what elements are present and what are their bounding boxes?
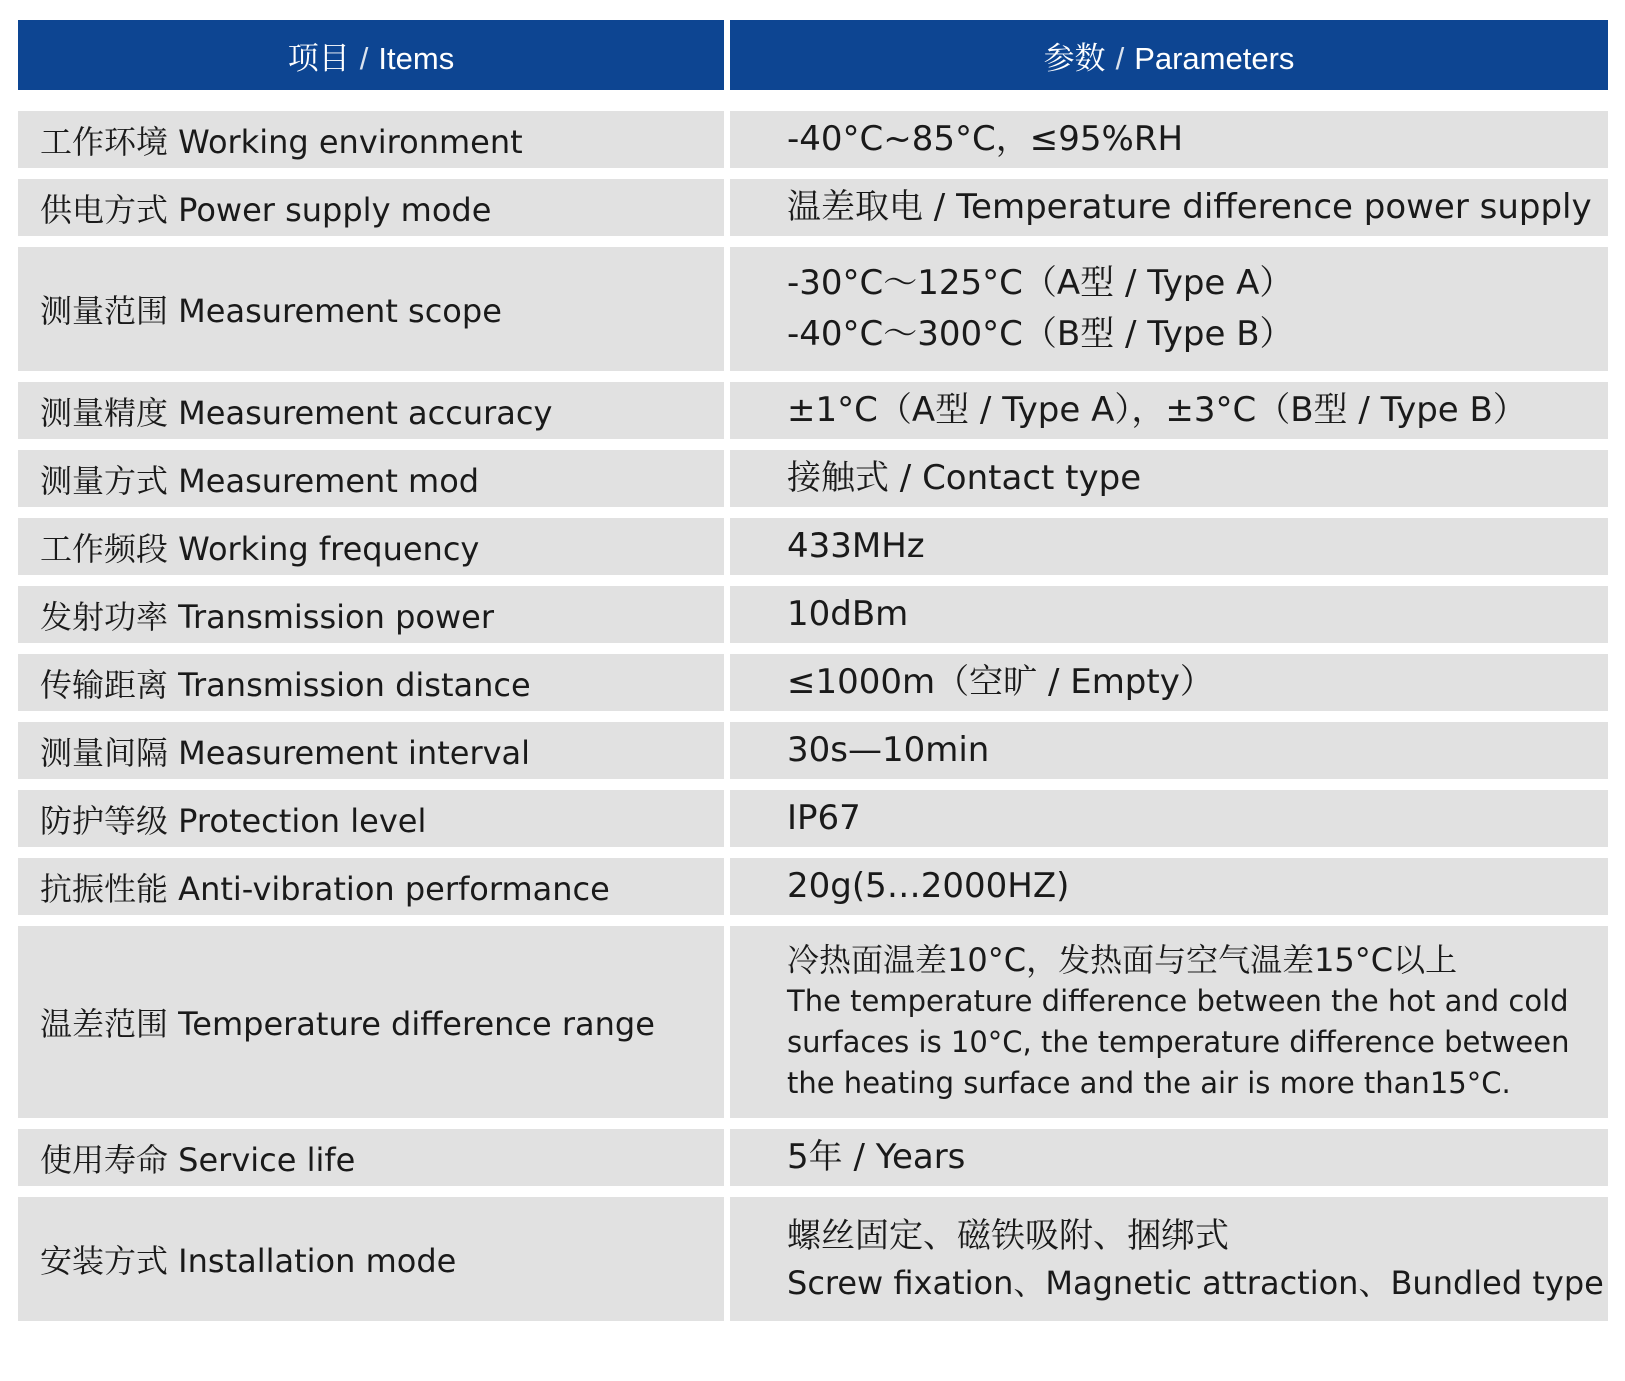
item-cell — [18, 926, 724, 1118]
item-label: 使用寿命 Service life — [40, 1140, 356, 1179]
header-parameters — [730, 20, 1608, 90]
table-row — [18, 790, 1608, 847]
item-cell — [18, 722, 724, 779]
table-row — [18, 926, 1608, 1118]
item-label: 安装方式 Installation mode — [40, 1242, 457, 1280]
value-line: The temperature difference between the hot and cold — [787, 984, 1569, 1018]
value-cell — [730, 1129, 1608, 1186]
header-items-zh: 项目 — [287, 40, 350, 76]
item-cell — [18, 1197, 724, 1321]
value-line: Screw fixation、Magnetic attraction、Bundled type — [787, 1264, 1604, 1302]
value-line: 10dBm — [787, 594, 909, 634]
value-line: 433MHz — [787, 526, 925, 566]
table-row — [18, 654, 1608, 711]
item-cell — [18, 179, 724, 236]
item-label: 测量间隔 Measurement interval — [40, 733, 531, 772]
value-line: 温差取电 / Temperature difference power supply — [787, 187, 1592, 227]
table-row — [18, 247, 1608, 371]
table-row — [18, 1129, 1608, 1186]
item-label: 工作环境 Working environment — [40, 122, 523, 161]
value-line: ≤1000m（空旷 / Empty） — [787, 662, 1214, 702]
value-line: -30°C～125°C（A型 / Type A） — [787, 263, 1294, 303]
value-cell — [730, 790, 1608, 847]
header-params-separator: / — [1115, 40, 1125, 76]
value-cell — [730, 450, 1608, 507]
item-cell — [18, 586, 724, 643]
table-row — [18, 179, 1608, 236]
table-row — [18, 722, 1608, 779]
header-items — [18, 20, 724, 90]
value-line: -40°C～300°C（B型 / Type B） — [787, 314, 1294, 354]
table-row — [18, 586, 1608, 643]
item-cell — [18, 858, 724, 915]
item-label: 供电方式 Power supply mode — [40, 190, 492, 229]
header-items-en: Items — [378, 40, 455, 76]
item-cell — [18, 1129, 724, 1186]
value-cell — [730, 518, 1608, 575]
value-cell — [730, 926, 1608, 1118]
value-line: -40°C~85°C，≤95%RH — [787, 119, 1184, 159]
item-label: 测量精度 Measurement accuracy — [40, 393, 553, 432]
value-cell — [730, 111, 1608, 168]
value-cell — [730, 247, 1608, 371]
table-row — [18, 858, 1608, 915]
header-params-zh: 参数 — [1043, 40, 1106, 76]
value-line: the heating surface and the air is more than15°C. — [787, 1066, 1511, 1100]
table-header — [18, 20, 1608, 90]
value-cell — [730, 382, 1608, 439]
item-label: 抗振性能 Anti-vibration performance — [40, 869, 610, 908]
item-cell — [18, 654, 724, 711]
item-label: 测量范围 Measurement scope — [40, 292, 502, 330]
item-cell — [18, 518, 724, 575]
item-label: 测量方式 Measurement mod — [40, 461, 480, 500]
item-cell — [18, 382, 724, 439]
value-cell — [730, 858, 1608, 915]
item-cell — [18, 450, 724, 507]
table-row — [18, 111, 1608, 168]
value-line: IP67 — [787, 798, 861, 838]
value-line: 20g(5…2000HZ) — [787, 866, 1070, 906]
value-cell — [730, 179, 1608, 236]
item-label: 防护等级 Protection level — [40, 801, 427, 840]
value-cell — [730, 1197, 1608, 1321]
value-line: 5年 / Years — [787, 1137, 966, 1177]
item-cell — [18, 790, 724, 847]
table-row — [18, 382, 1608, 439]
item-cell — [18, 247, 724, 371]
table-row — [18, 518, 1608, 575]
value-line: 冷热面温差10°C，发热面与空气温差15°C以上 — [787, 941, 1458, 979]
item-label: 工作频段 Working frequency — [40, 529, 480, 568]
value-cell — [730, 586, 1608, 643]
value-cell — [730, 722, 1608, 779]
value-line: 30s—10min — [787, 730, 990, 770]
value-cell — [730, 654, 1608, 711]
table-row — [18, 450, 1608, 507]
value-line: ±1°C（A型 / Type A），±3°C（B型 / Type B） — [787, 390, 1527, 430]
value-line: 螺丝固定、磁铁吸附、捆绑式 — [787, 1216, 1229, 1256]
spec-table — [18, 20, 1608, 1321]
item-label: 温差范围 Temperature difference range — [40, 1005, 655, 1043]
item-cell — [18, 111, 724, 168]
header-items-separator: / — [359, 40, 369, 76]
item-label: 发射功率 Transmission power — [40, 597, 494, 636]
value-line: 接触式 / Contact type — [787, 458, 1142, 498]
value-line: surfaces is 10°C, the temperature difference between — [787, 1025, 1570, 1059]
table-row — [18, 1197, 1608, 1321]
header-params-en: Parameters — [1134, 40, 1295, 76]
item-label: 传输距离 Transmission distance — [40, 665, 531, 704]
